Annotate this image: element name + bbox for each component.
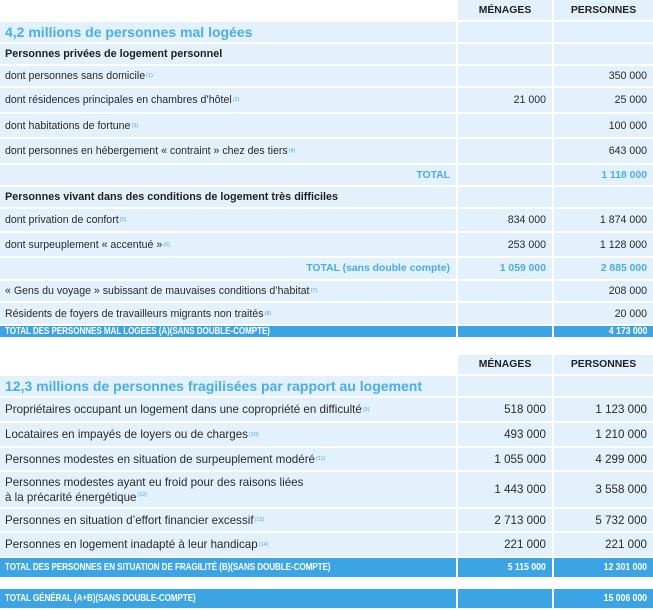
table-row-label: Personnes modestes ayant eu froid pour des raisons liées à la précarité énergétique$^{(12)}$ — [0, 472, 458, 509]
table-row-personnes: 3 558 000 — [554, 472, 653, 509]
total-a-personnes: 4 173 000 — [554, 326, 653, 339]
empty-cell — [554, 187, 653, 209]
group1-total-label: TOTAL — [0, 165, 458, 187]
section-a-title: 4,2 millions de personnes mal logées — [0, 22, 458, 44]
table-row-personnes: 1 128 000 — [554, 233, 653, 258]
table-row-label: dont surpeuplement « accentué » (6) — [0, 233, 458, 258]
empty-cell — [458, 22, 554, 44]
table-row-personnes: 208 000 — [554, 281, 653, 303]
header-blank — [0, 0, 458, 22]
empty-cell — [458, 44, 554, 66]
table-row-personnes: 5 732 000 — [554, 509, 653, 533]
table-row-personnes: 1 874 000 — [554, 209, 653, 233]
column-header-personnes: PERSONNES — [554, 355, 653, 376]
table-row-label: Personnes en situation d’effort financier excessif (13) — [0, 509, 458, 533]
total-a-menages — [458, 326, 554, 339]
empty-cell — [554, 22, 653, 44]
table-section-b — [0, 355, 653, 579]
table-row-menages — [458, 66, 554, 88]
total-b-personnes: 12 301 000 — [554, 558, 653, 579]
table-row-label: Personnes en logement inadapté à leur handicap (14) — [0, 533, 458, 558]
table-row-personnes: 643 000 — [554, 139, 653, 165]
table-row-menages: 493 000 — [458, 423, 554, 448]
group1-total-personnes: 1 118 000 — [554, 165, 653, 187]
table-row-menages: 1 443 000 — [458, 472, 554, 509]
column-header-menages: MÉNAGES — [458, 0, 554, 22]
total-b-menages: 5 115 000 — [458, 558, 554, 579]
overall-total-menages — [458, 589, 554, 610]
overall-total-row — [0, 589, 653, 610]
table-row-menages: 221 000 — [458, 533, 554, 558]
table-row-menages: 2 713 000 — [458, 509, 554, 533]
section-b-title: 12,3 millions de personnes fragilisées par rapport au logement — [0, 376, 458, 398]
table-row-menages — [458, 303, 554, 326]
group1-title: Personnes privées de logement personnel — [0, 44, 458, 66]
table-row-personnes: 100 000 — [554, 114, 653, 139]
group2-total-personnes: 2 885 000 — [554, 258, 653, 281]
empty-cell — [458, 376, 554, 398]
table-row-label: dont personnes sans domicile (1) — [0, 66, 458, 88]
table-row-label: dont résidences principales en chambres d’hôtel (2) — [0, 88, 458, 114]
header-blank — [0, 355, 458, 376]
overall-total-personnes: 15 006 000 — [554, 589, 653, 610]
overall-total-label: TOTAL GÉNÉRAL (A+B)(SANS DOUBLE-COMPTE) — [0, 589, 458, 610]
table-row-label: Propriétaires occupant un logement dans une copropriété en difficulté (9) — [0, 398, 458, 423]
table-row-personnes: 20 000 — [554, 303, 653, 326]
empty-cell — [554, 376, 653, 398]
table-row-personnes: 221 000 — [554, 533, 653, 558]
table-row-menages — [458, 281, 554, 303]
table-row-menages — [458, 114, 554, 139]
table-row-label: Locataires en impayés de loyers ou de charges (10) — [0, 423, 458, 448]
table-row-menages: 21 000 — [458, 88, 554, 114]
table-row-menages — [458, 139, 554, 165]
table-row-menages: 518 000 — [458, 398, 554, 423]
table-row-personnes: 350 000 — [554, 66, 653, 88]
table-row-personnes: 4 299 000 — [554, 448, 653, 472]
table-row-label: Personnes modestes en situation de surpeuplement modéré (11) — [0, 448, 458, 472]
total-b-label: TOTAL DES PERSONNES EN SITUATION DE FRAGILITÉ (B)(SANS DOUBLE-COMPTE) — [0, 558, 458, 579]
table-row-label: dont personnes en hébergement « contraint » chez des tiers (4) — [0, 139, 458, 165]
table-row-label: « Gens du voyage » subissant de mauvaises conditions d’habitat (7) — [0, 281, 458, 303]
table-row-personnes: 25 000 — [554, 88, 653, 114]
group1-total-menages — [458, 165, 554, 187]
table-row-label: dont privation de confort (5) — [0, 209, 458, 233]
table-row-personnes: 1 123 000 — [554, 398, 653, 423]
column-header-menages: MÉNAGES — [458, 355, 554, 376]
table-row-menages: 834 000 — [458, 209, 554, 233]
table-row-menages: 253 000 — [458, 233, 554, 258]
table-row-menages: 1 055 000 — [458, 448, 554, 472]
empty-cell — [554, 44, 653, 66]
table-row-personnes: 1 210 000 — [554, 423, 653, 448]
group2-total-menages: 1 059 000 — [458, 258, 554, 281]
table-row-label: Résidents de foyers de travailleurs migrants non traités (8) — [0, 303, 458, 326]
column-header-personnes: PERSONNES — [554, 0, 653, 22]
empty-cell — [458, 187, 554, 209]
total-a-label: TOTAL DES PERSONNES MAL LOGÉES (A)(SANS DOUBLE-COMPTE) — [0, 326, 458, 339]
group2-title: Personnes vivant dans des conditions de logement très difficiles — [0, 187, 458, 209]
group2-total-label: TOTAL (sans double compte) — [0, 258, 458, 281]
table-row-label: dont habitations de fortune (3) — [0, 114, 458, 139]
